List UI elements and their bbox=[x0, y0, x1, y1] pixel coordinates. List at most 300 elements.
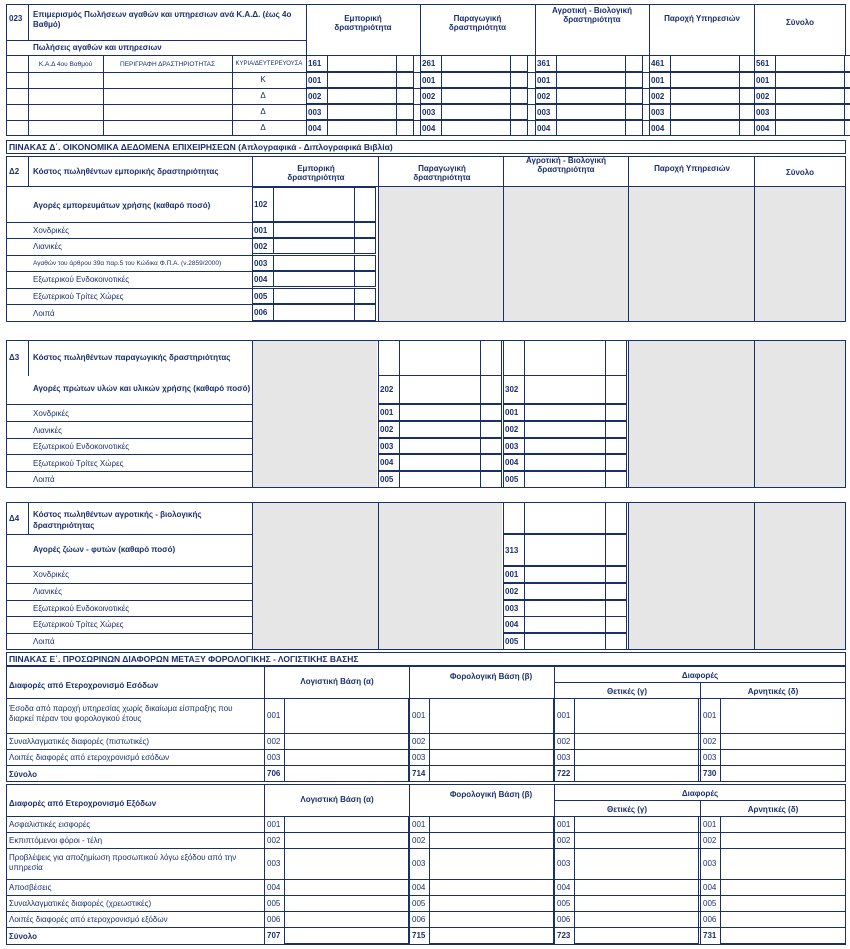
income-code: 002 bbox=[412, 736, 426, 746]
expense-code: 002 bbox=[703, 835, 717, 845]
d3-row3-code: 004 bbox=[380, 458, 394, 467]
s023-agricultural-r4-code: 004 bbox=[537, 123, 551, 133]
d3-header-input[interactable] bbox=[524, 340, 606, 376]
income-total-input[interactable] bbox=[284, 765, 409, 782]
income-total-input[interactable] bbox=[720, 765, 846, 782]
section-023-number: 023 bbox=[9, 14, 23, 23]
s023-total-r3-code: 003 bbox=[756, 107, 770, 117]
s023-production-r1-amount-input[interactable] bbox=[441, 72, 511, 88]
d2-row5-cents-input[interactable] bbox=[354, 304, 376, 321]
d2-row3-cents-input[interactable] bbox=[354, 271, 376, 287]
expense-amount-input[interactable] bbox=[429, 911, 554, 928]
s023-production-r1-code: 001 bbox=[422, 75, 436, 85]
d3-row0-amount-input[interactable] bbox=[524, 404, 606, 421]
s023-total-r4-cents-input[interactable] bbox=[844, 120, 850, 136]
d3-row0-amount-input[interactable] bbox=[399, 404, 481, 421]
d3-row2-cents-input[interactable] bbox=[480, 438, 502, 454]
s023-total-r3-amount-input[interactable] bbox=[775, 104, 845, 120]
s023-production-r4-code: 004 bbox=[422, 123, 436, 133]
income-amount-input[interactable] bbox=[574, 749, 699, 766]
income-code: 001 bbox=[412, 711, 426, 720]
s023-commercial-r2-amount-input[interactable] bbox=[327, 88, 397, 104]
d3-purchases-code: 302 bbox=[505, 385, 519, 394]
expense-code: 002 bbox=[557, 835, 571, 845]
d2-row2-cents-input[interactable] bbox=[354, 255, 376, 271]
d3-row-label: Χονδρικές bbox=[33, 409, 69, 418]
s023-production-r4-cents-input[interactable] bbox=[510, 120, 528, 136]
d2-row3-code: 004 bbox=[254, 274, 268, 284]
d4-number: Δ4 bbox=[9, 514, 20, 523]
s023-total-r2-amount-input[interactable] bbox=[775, 88, 845, 104]
d3-header-input[interactable] bbox=[605, 340, 627, 376]
s023-agricultural-r4-cents-input[interactable] bbox=[625, 120, 643, 136]
d4-row4-cents-input[interactable] bbox=[605, 633, 627, 650]
s023-services-r2-code: 002 bbox=[651, 91, 665, 101]
d3-row-label: Λιανικές bbox=[33, 426, 62, 435]
expense-amount-input[interactable] bbox=[574, 879, 699, 896]
expense-row-label: Αποσβέσεις bbox=[9, 883, 52, 892]
d2-purchases-code: 102 bbox=[254, 200, 268, 209]
s023-agricultural-r1-cents-input[interactable] bbox=[625, 72, 643, 88]
d4-row0-code: 001 bbox=[505, 570, 519, 579]
s023-total-r0-cents-input[interactable] bbox=[844, 55, 850, 72]
d3-header-input[interactable] bbox=[399, 340, 481, 376]
s023-services-r4-code: 004 bbox=[651, 123, 665, 133]
d3-row4-cents-input[interactable] bbox=[480, 471, 502, 488]
d3-row2-code: 003 bbox=[380, 441, 394, 451]
expense-amount-input[interactable] bbox=[284, 848, 409, 880]
expense-code: 006 bbox=[703, 914, 717, 924]
s023-production-r0-cents-input[interactable] bbox=[510, 55, 528, 72]
table-e-title: ΠΙΝΑΚΑΣ Ε΄. ΠΡΟΣΩΡΙΝΩΝ ΔΙΑΦΟΡΩΝ ΜΕΤΑΞΥ ΦΟΡΟΛΟΓΙΚΗΣ - ΛΟΓΙΣΤΙΚΗΣ ΒΑΣΗΣ bbox=[9, 654, 359, 664]
s023-total-r1-code: 001 bbox=[756, 75, 770, 85]
row-mark: Κ bbox=[260, 75, 266, 84]
s023-agricultural-r4-amount-input[interactable] bbox=[556, 120, 626, 136]
expense-row-label: Προβλέψεις για αποζημίωση προσωπικού λόγω εξόδου από την υπηρεσία bbox=[9, 853, 237, 872]
s023-commercial-r0-cents-input[interactable] bbox=[396, 55, 414, 72]
sales-subheader: Πωλήσεις αγαθών και υπηρεσιων bbox=[33, 43, 162, 52]
d2-row-label: Αγαθών του άρθρου 39α παρ.5 του Κώδικα Φ.Π.Α. (ν.2859/2000) bbox=[33, 260, 222, 267]
d3-row3-cents-input[interactable] bbox=[605, 454, 627, 471]
expense-code: 004 bbox=[267, 882, 281, 892]
income-code: 001 bbox=[703, 711, 717, 720]
expense-amount-input[interactable] bbox=[429, 895, 554, 912]
d2-row3-amount-input[interactable] bbox=[273, 271, 355, 287]
s023-production-r2-cents-input[interactable] bbox=[510, 88, 528, 104]
col-positive-2: Θετικές (γ) bbox=[606, 805, 648, 814]
d4-row-label: Χονδρικές bbox=[33, 570, 69, 579]
expense-code: 001 bbox=[703, 819, 717, 829]
s023-agricultural-r0-cents-input[interactable] bbox=[625, 55, 643, 72]
expense-amount-input[interactable] bbox=[574, 848, 699, 880]
expense-amount-input[interactable] bbox=[574, 816, 699, 833]
s023-services-r3-amount-input[interactable] bbox=[670, 104, 740, 120]
d2-row1-cents-input[interactable] bbox=[354, 238, 376, 254]
s023-services-r2-amount-input[interactable] bbox=[670, 88, 740, 104]
income-amount-input[interactable] bbox=[284, 733, 409, 750]
s023-commercial-r2-cents-input[interactable] bbox=[396, 88, 414, 104]
s023-services-r1-amount-input[interactable] bbox=[670, 72, 740, 88]
expense-amount-input[interactable] bbox=[284, 816, 409, 833]
d3-row3-amount-input[interactable] bbox=[399, 454, 481, 471]
col-accounting-basis-2: Λογιστική Βάση (α) bbox=[300, 795, 374, 804]
expense-amount-input[interactable] bbox=[284, 832, 409, 849]
s023-services-r0-code: 461 bbox=[651, 59, 665, 68]
s023-agricultural-r3-code: 003 bbox=[537, 107, 551, 117]
expense-row-label: Ασφαλιστικές εισφορές bbox=[9, 820, 91, 829]
expense-amount-input[interactable] bbox=[284, 911, 409, 928]
main-secondary-label: ΚΥΡΙΑ/ΔΕΥΤΕΡΕΥΟΥΣΑ bbox=[235, 61, 303, 67]
expense-code: 003 bbox=[267, 859, 281, 868]
d3-main-row-label: Αγορές πρώτων υλών και υλικών χρήσης (καθαρό ποσό) bbox=[33, 384, 251, 393]
d3-row1-cents-input[interactable] bbox=[480, 421, 502, 438]
d3-number: Δ3 bbox=[9, 353, 20, 362]
d2-col-total: Σύνολο bbox=[785, 168, 815, 177]
tax-form bbox=[6, 4, 846, 945]
d2-row1-amount-input[interactable] bbox=[273, 238, 355, 254]
d3-row4-code: 005 bbox=[505, 475, 519, 484]
income-row-label: Λοιπές διαφορές από ετεροχρονισμό εσόδων bbox=[9, 753, 170, 762]
s023-total-r0-amount-input[interactable] bbox=[775, 55, 845, 72]
s023-production-r1-cents-input[interactable] bbox=[510, 72, 528, 88]
d3-row-label: Λοιπά bbox=[33, 475, 55, 484]
expense-amount-input[interactable] bbox=[284, 879, 409, 896]
d3-row3-code: 004 bbox=[505, 458, 519, 467]
d2-col-production: Παραγωγική δραστηριότητα bbox=[413, 164, 471, 182]
d3-header-input bbox=[503, 340, 525, 376]
s023-production-r3-amount-input[interactable] bbox=[441, 104, 511, 120]
s023-total-r0-code: 561 bbox=[756, 59, 770, 68]
col-negative-2: Αρνητικές (δ) bbox=[747, 805, 799, 814]
d3-row4-cents-input[interactable] bbox=[605, 471, 627, 488]
row-mark: Δ bbox=[260, 123, 266, 132]
s023-production-r3-cents-input[interactable] bbox=[510, 104, 528, 120]
s023-commercial-r4-cents-input[interactable] bbox=[396, 120, 414, 136]
expense-row-label: Λοιπές διαφορές από ετεροχρονισμό εξόδων bbox=[9, 915, 168, 924]
income-code: 001 bbox=[557, 711, 571, 720]
expense-total-input[interactable] bbox=[574, 927, 699, 944]
expense-amount-input[interactable] bbox=[429, 879, 554, 896]
d4-row3-amount-input[interactable] bbox=[524, 616, 606, 633]
income-amount-input[interactable] bbox=[574, 698, 699, 734]
d2-main-row-label: Αγορές εμπορευμάτων χρήσης (καθαρό ποσό) bbox=[33, 201, 211, 210]
d4-purchases-code: 313 bbox=[505, 545, 519, 555]
expense-amount-input[interactable] bbox=[720, 848, 846, 880]
d2-col-commercial: Εμπορική δραστηριότητα bbox=[287, 164, 345, 182]
s023-services-r0-amount-input[interactable] bbox=[670, 55, 740, 72]
income-code: 003 bbox=[412, 752, 426, 762]
expense-amount-input[interactable] bbox=[429, 832, 554, 849]
col-accounting-basis: Λογιστική Βάση (α) bbox=[300, 677, 374, 686]
income-title: Διαφορές από Ετεροχρονισμό Εσόδων bbox=[9, 681, 159, 690]
s023-commercial-r3-cents-input[interactable] bbox=[396, 104, 414, 120]
expense-code: 005 bbox=[703, 898, 717, 908]
expense-total-input[interactable] bbox=[284, 927, 409, 944]
s023-agricultural-r0-code: 361 bbox=[537, 59, 551, 68]
d3-row1-amount-input[interactable] bbox=[524, 421, 606, 438]
d2-row0-amount-input[interactable] bbox=[273, 222, 355, 238]
d3-row1-amount-input[interactable] bbox=[399, 421, 481, 438]
d4-row-label: Λοιπά bbox=[33, 637, 55, 646]
d4-row1-code: 002 bbox=[505, 587, 519, 596]
d4-row2-cents-input[interactable] bbox=[605, 600, 627, 617]
d3-row1-cents-input[interactable] bbox=[605, 421, 627, 438]
s023-commercial-r1-code: 001 bbox=[308, 75, 322, 85]
d2-purchases-amount-input[interactable] bbox=[273, 187, 355, 222]
expense-code: 001 bbox=[557, 819, 571, 829]
s023-total-r2-code: 002 bbox=[756, 91, 770, 101]
s023-total-r1-amount-input[interactable] bbox=[775, 72, 845, 88]
expense-code: 001 bbox=[412, 819, 426, 829]
income-code: 002 bbox=[557, 736, 571, 746]
expense-code: 005 bbox=[412, 898, 426, 908]
d2-row5-amount-input[interactable] bbox=[273, 304, 355, 321]
expense-title: Διαφορές από Ετεροχρονισμό Εξόδων bbox=[9, 799, 157, 808]
expense-code: 004 bbox=[412, 882, 426, 892]
d2-title: Κόστος πωληθέντων εμπορικής δραστηριότητας bbox=[33, 167, 219, 176]
d2-row-label: Εξωτερικού Ενδοκοινοτικές bbox=[33, 275, 130, 284]
col-services: Παροχή Υπηρεσιών bbox=[664, 14, 740, 23]
expense-total-input[interactable] bbox=[720, 927, 846, 944]
d2-row1-code: 002 bbox=[254, 241, 268, 251]
s023-total-r4-amount-input[interactable] bbox=[775, 120, 845, 136]
expense-code: 001 bbox=[267, 819, 281, 829]
s023-commercial-r1-cents-input[interactable] bbox=[396, 72, 414, 88]
d2-row0-cents-input[interactable] bbox=[354, 222, 376, 238]
income-total-code: 722 bbox=[557, 769, 571, 778]
s023-agricultural-r2-cents-input[interactable] bbox=[625, 88, 643, 104]
d3-row2-cents-input[interactable] bbox=[605, 438, 627, 454]
d2-row-label: Λιανικές bbox=[33, 242, 62, 251]
d3-header-input[interactable] bbox=[480, 340, 502, 376]
expense-code: 002 bbox=[412, 835, 426, 845]
s023-total-r2-cents-input[interactable] bbox=[844, 88, 850, 104]
d4-row0-amount-input[interactable] bbox=[524, 566, 606, 583]
expense-code: 003 bbox=[412, 859, 426, 868]
d4-row0-cents-input[interactable] bbox=[605, 566, 627, 583]
d4-row1-cents-input[interactable] bbox=[605, 583, 627, 600]
s023-agricultural-r2-amount-input[interactable] bbox=[556, 88, 626, 104]
s023-total-r4-code: 004 bbox=[756, 123, 770, 133]
income-amount-input[interactable] bbox=[574, 733, 699, 750]
income-code: 002 bbox=[703, 736, 717, 746]
s023-commercial-r1-amount-input[interactable] bbox=[327, 72, 397, 88]
row-mark: Δ bbox=[260, 107, 266, 116]
col-tax-basis: Φορολογική Βάση (β) bbox=[449, 672, 533, 681]
section-023-title: Επιμερισμός Πωλήσεων αγαθών και υπηρεσιων ανά Κ.Α.Δ. (έως 4ο Βαθμό) bbox=[33, 10, 292, 29]
d3-header-input bbox=[378, 340, 400, 376]
d3-row0-cents-input[interactable] bbox=[480, 404, 502, 421]
expense-code: 003 bbox=[703, 859, 717, 868]
expense-total-code: 715 bbox=[412, 931, 426, 940]
s023-production-r2-amount-input[interactable] bbox=[441, 88, 511, 104]
d3-purchases-code: 202 bbox=[380, 385, 394, 394]
expense-amount-input[interactable] bbox=[429, 816, 554, 833]
d3-row4-amount-input[interactable] bbox=[399, 471, 481, 488]
col-tax-basis-2: Φορολογική Βάση (β) bbox=[449, 790, 533, 799]
row-mark: Δ bbox=[260, 91, 266, 100]
d2-row-label: Χονδρικές bbox=[33, 226, 69, 235]
d3-row2-amount-input[interactable] bbox=[524, 438, 606, 454]
d3-row2-code: 003 bbox=[505, 441, 519, 451]
expense-amount-input[interactable] bbox=[720, 832, 846, 849]
description-label: ΠΕΡΙΓΡΑΦΗ ΔΡΑΣΤΗΡΙΟΤΗΤΑΣ bbox=[120, 61, 215, 68]
s023-agricultural-r2-code: 002 bbox=[537, 91, 551, 101]
expense-amount-input[interactable] bbox=[574, 895, 699, 912]
d4-header-input[interactable] bbox=[524, 502, 606, 534]
expense-code: 006 bbox=[557, 914, 571, 924]
s023-commercial-r4-code: 004 bbox=[308, 123, 322, 133]
income-amount-input[interactable] bbox=[429, 733, 554, 750]
income-row-label: Συναλλαγματικές διαφορές (πιστωτικές) bbox=[9, 737, 150, 746]
d3-purchases-amount-input[interactable] bbox=[399, 375, 481, 404]
d3-title: Κόστος πωληθέντων παραγωγικής δραστηριότητας bbox=[33, 353, 231, 362]
d3-row0-code: 001 bbox=[380, 408, 394, 417]
d4-row3-code: 004 bbox=[505, 620, 519, 629]
d3-purchases-amount-input[interactable] bbox=[524, 375, 606, 404]
d3-row0-cents-input[interactable] bbox=[605, 404, 627, 421]
d3-row4-code: 005 bbox=[380, 475, 394, 484]
s023-total-r3-cents-input[interactable] bbox=[844, 104, 850, 120]
d3-row-label: Εξωτερικού Ενδοκοινοτικές bbox=[33, 442, 130, 451]
d4-row-label: Εξωτερικού Ενδοκοινοτικές bbox=[33, 604, 130, 613]
s023-commercial-r0-code: 161 bbox=[308, 59, 322, 68]
expense-amount-input[interactable] bbox=[429, 848, 554, 880]
expense-code: 004 bbox=[703, 882, 717, 892]
d4-row2-code: 003 bbox=[505, 604, 519, 613]
col-commercial: Εμπορική δραστηριότητα bbox=[334, 14, 392, 32]
d2-row4-amount-input[interactable] bbox=[273, 288, 355, 304]
d2-row-label: Εξωτερικού Τρίτες Χώρες bbox=[33, 292, 124, 301]
income-total-code: 706 bbox=[267, 769, 281, 778]
col-negative: Αρνητικές (δ) bbox=[747, 687, 799, 696]
s023-services-r3-code: 003 bbox=[651, 107, 665, 117]
d3-row4-amount-input[interactable] bbox=[524, 471, 606, 488]
expense-total-input[interactable] bbox=[429, 927, 554, 944]
d4-row2-amount-input[interactable] bbox=[524, 600, 606, 617]
col-positive: Θετικές (γ) bbox=[606, 687, 648, 696]
income-amount-input[interactable] bbox=[284, 698, 409, 734]
table-d-title: ΠΙΝΑΚΑΣ Δ΄. ΟΙΚΟΝΟΜΙΚΑ ΔΕΔΟΜΕΝΑ ΕΠΙΧΕΙΡΗΣΕΩΝ (Απλογραφικά - Διπλογραφικά Βιβλία) bbox=[9, 142, 393, 152]
expense-row-label: Συναλλαγματικές διαφορές (χρεωστικές) bbox=[9, 899, 152, 908]
d2-purchases-cents-input[interactable] bbox=[354, 187, 376, 222]
d3-row-label: Εξωτερικού Τρίτες Χώρες bbox=[33, 459, 124, 468]
income-code: 003 bbox=[557, 752, 571, 762]
d2-row2-code: 003 bbox=[254, 258, 268, 268]
income-amount-input[interactable] bbox=[429, 698, 554, 734]
expense-amount-input[interactable] bbox=[720, 895, 846, 912]
expense-amount-input[interactable] bbox=[720, 911, 846, 928]
s023-commercial-r3-amount-input[interactable] bbox=[327, 104, 397, 120]
expense-total-code: 723 bbox=[557, 931, 571, 940]
expense-code: 006 bbox=[267, 914, 281, 924]
s023-agricultural-r0-amount-input[interactable] bbox=[556, 55, 626, 72]
s023-commercial-r2-code: 002 bbox=[308, 91, 322, 101]
col-differences-2: Διαφορές bbox=[681, 789, 719, 798]
income-total-input[interactable] bbox=[429, 765, 554, 782]
d4-header-input bbox=[503, 502, 525, 534]
income-amount-input[interactable] bbox=[720, 733, 846, 750]
expense-total-label: Σύνολο bbox=[9, 932, 38, 941]
d2-row-label: Λοιπά bbox=[33, 309, 55, 318]
d2-row2-amount-input[interactable] bbox=[273, 255, 355, 271]
d3-row3-cents-input[interactable] bbox=[480, 454, 502, 471]
expense-code: 003 bbox=[557, 859, 571, 868]
income-total-code: 714 bbox=[412, 769, 426, 778]
s023-agricultural-r1-amount-input[interactable] bbox=[556, 72, 626, 88]
expense-amount-input[interactable] bbox=[284, 895, 409, 912]
income-total-label: Σύνολο bbox=[9, 770, 38, 779]
d4-row3-cents-input[interactable] bbox=[605, 616, 627, 633]
d4-purchases-cents-input[interactable] bbox=[605, 534, 627, 566]
d2-row4-code: 005 bbox=[254, 291, 268, 301]
d2-col-agricultural: Αγροτική - Βιολογική δραστηριότητα bbox=[526, 156, 606, 174]
d4-main-row-label: Αγορές ζώων - φυτών (καθαρό ποσό) bbox=[33, 545, 176, 554]
expense-amount-input[interactable] bbox=[574, 832, 699, 849]
d3-row1-code: 002 bbox=[380, 425, 394, 434]
s023-agricultural-r3-cents-input[interactable] bbox=[625, 104, 643, 120]
s023-agricultural-r3-amount-input[interactable] bbox=[556, 104, 626, 120]
income-total-code: 730 bbox=[703, 769, 717, 778]
d3-purchases-cents-input[interactable] bbox=[605, 375, 627, 404]
s023-production-r4-amount-input[interactable] bbox=[441, 120, 511, 136]
s023-commercial-r0-amount-input[interactable] bbox=[327, 55, 397, 72]
income-amount-input[interactable] bbox=[720, 749, 846, 766]
expense-amount-input[interactable] bbox=[720, 879, 846, 896]
d3-purchases-cents-input[interactable] bbox=[480, 375, 502, 404]
income-amount-input[interactable] bbox=[284, 749, 409, 766]
s023-agricultural-r1-code: 001 bbox=[537, 75, 551, 85]
income-total-input[interactable] bbox=[574, 765, 699, 782]
s023-total-r1-cents-input[interactable] bbox=[844, 72, 850, 88]
s023-production-r0-amount-input[interactable] bbox=[441, 55, 511, 72]
d4-purchases-amount-input[interactable] bbox=[524, 534, 606, 566]
d4-row4-amount-input[interactable] bbox=[524, 633, 606, 650]
d4-row1-amount-input[interactable] bbox=[524, 583, 606, 600]
expense-total-code: 707 bbox=[267, 931, 281, 940]
d4-row4-code: 005 bbox=[505, 637, 519, 646]
kad-label: Κ.Α.Δ 4ου Βαθμού bbox=[38, 61, 93, 68]
d2-row4-cents-input[interactable] bbox=[354, 288, 376, 304]
d3-row3-amount-input[interactable] bbox=[524, 454, 606, 471]
d3-row2-amount-input[interactable] bbox=[399, 438, 481, 454]
income-amount-input[interactable] bbox=[720, 698, 846, 734]
income-amount-input[interactable] bbox=[429, 749, 554, 766]
expense-amount-input[interactable] bbox=[574, 911, 699, 928]
expense-total-code: 731 bbox=[703, 931, 717, 940]
expense-code: 005 bbox=[267, 898, 281, 908]
s023-commercial-r4-amount-input[interactable] bbox=[327, 120, 397, 136]
col-total: Σύνολο bbox=[785, 18, 815, 27]
d2-row5-code: 006 bbox=[254, 308, 268, 317]
d4-header-input[interactable] bbox=[605, 502, 627, 534]
d2-row0-code: 001 bbox=[254, 225, 268, 235]
s023-production-r3-code: 003 bbox=[422, 107, 436, 117]
income-code: 002 bbox=[267, 736, 281, 746]
income-code: 003 bbox=[267, 752, 281, 762]
s023-services-r4-amount-input[interactable] bbox=[670, 120, 740, 136]
d2-col-services: Παροχή Υπηρεσιών bbox=[654, 164, 730, 173]
expense-code: 002 bbox=[267, 835, 281, 845]
col-agricultural: Αγροτική - Βιολογική δραστηριότητα bbox=[552, 6, 632, 24]
col-differences: Διαφορές bbox=[681, 671, 719, 680]
d4-title: Κόστος πωληθέντων αγροτικής - βιολογικής δραστηριότητας bbox=[33, 510, 202, 530]
s023-production-r0-code: 261 bbox=[422, 59, 436, 68]
expense-amount-input[interactable] bbox=[720, 816, 846, 833]
expense-code: 006 bbox=[412, 914, 426, 924]
expense-row-label: Εκπιπτόμενοι φόροι - τέλη bbox=[9, 836, 103, 845]
income-row-label: Έσοδα από παροχή υπηρεσίας χωρίς δικαίωμα είσπραξης που διαρκεί πέραν του φορολογικού έτους bbox=[9, 704, 233, 723]
